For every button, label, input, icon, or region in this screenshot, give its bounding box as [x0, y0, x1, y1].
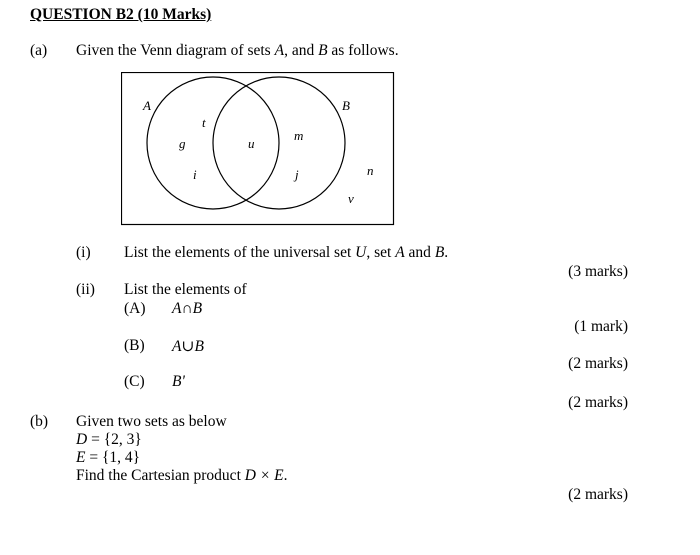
sub-ii-a-expr: A∩B	[172, 300, 203, 317]
part-b-task-pre: Find the Cartesian product	[76, 467, 245, 484]
set-d-definition	[76, 431, 142, 449]
sub-ii-b-expr: A∪B	[172, 338, 204, 355]
sub-i-u: U	[355, 244, 367, 261]
part-a-intro-post: as follows.	[327, 42, 399, 59]
venn-element-i: i	[193, 167, 197, 182]
sub-i-text-post: .	[444, 244, 449, 261]
part-b-intro: Given two sets as below	[76, 413, 227, 430]
sub-ii-label: (ii)	[76, 281, 95, 298]
sub-ii-c-marks: (2 marks)	[568, 394, 628, 411]
venn-element-j: j	[295, 167, 299, 182]
sub-i-text-mid1: , set	[366, 244, 396, 261]
venn-element-u: u	[248, 136, 255, 151]
sub-ii-b-label: (B)	[124, 337, 145, 354]
part-b-label: (b)	[30, 413, 49, 430]
part-b-task	[76, 467, 288, 485]
venn-element-n: n	[367, 163, 374, 178]
sub-ii-c-label: (C)	[124, 373, 145, 390]
part-a-intro-pre: Given the Venn diagram of sets	[76, 42, 275, 59]
sub-i-a: A	[395, 244, 405, 261]
sub-i-text	[124, 244, 448, 262]
set-d-value: = {2, 3}	[87, 431, 142, 448]
sub-i-text-mid2: and	[404, 244, 435, 261]
venn-label-b: B	[342, 98, 350, 113]
sub-ii-a-label: (A)	[124, 300, 146, 317]
venn-element-g: g	[179, 136, 186, 151]
venn-element-t: t	[202, 115, 206, 130]
sub-ii-text: List the elements of	[124, 281, 247, 298]
venn-label-a: A	[143, 98, 151, 113]
part-a-set-b: B	[318, 42, 328, 59]
question-title: QUESTION B2 (10 Marks)	[30, 6, 212, 23]
sub-i-text-pre: List the elements of the universal set	[124, 244, 356, 261]
venn-element-v: v	[348, 191, 354, 206]
part-b-task-expr: D × E	[244, 467, 284, 484]
venn-diagram	[121, 72, 395, 227]
part-a-intro-mid: , and	[284, 42, 319, 59]
sub-ii-a-marks: (1 mark)	[574, 318, 628, 335]
sub-i-b: B	[434, 244, 445, 261]
part-b-marks: (2 marks)	[568, 486, 628, 503]
set-d-name: D	[76, 431, 88, 448]
set-e-name: E	[76, 449, 86, 466]
part-a-label: (a)	[30, 42, 48, 59]
sub-ii-c-expr: B'	[172, 373, 185, 390]
part-a-set-a: A	[274, 42, 285, 59]
part-a-intro	[76, 42, 399, 60]
sub-i-label: (i)	[76, 244, 91, 261]
set-e-definition	[76, 449, 140, 467]
sub-ii-b-marks: (2 marks)	[568, 355, 628, 372]
sub-i-marks: (3 marks)	[568, 263, 628, 280]
part-b-task-post: .	[283, 467, 288, 484]
set-e-value: = {1, 4}	[85, 449, 141, 466]
venn-element-m: m	[294, 128, 304, 143]
